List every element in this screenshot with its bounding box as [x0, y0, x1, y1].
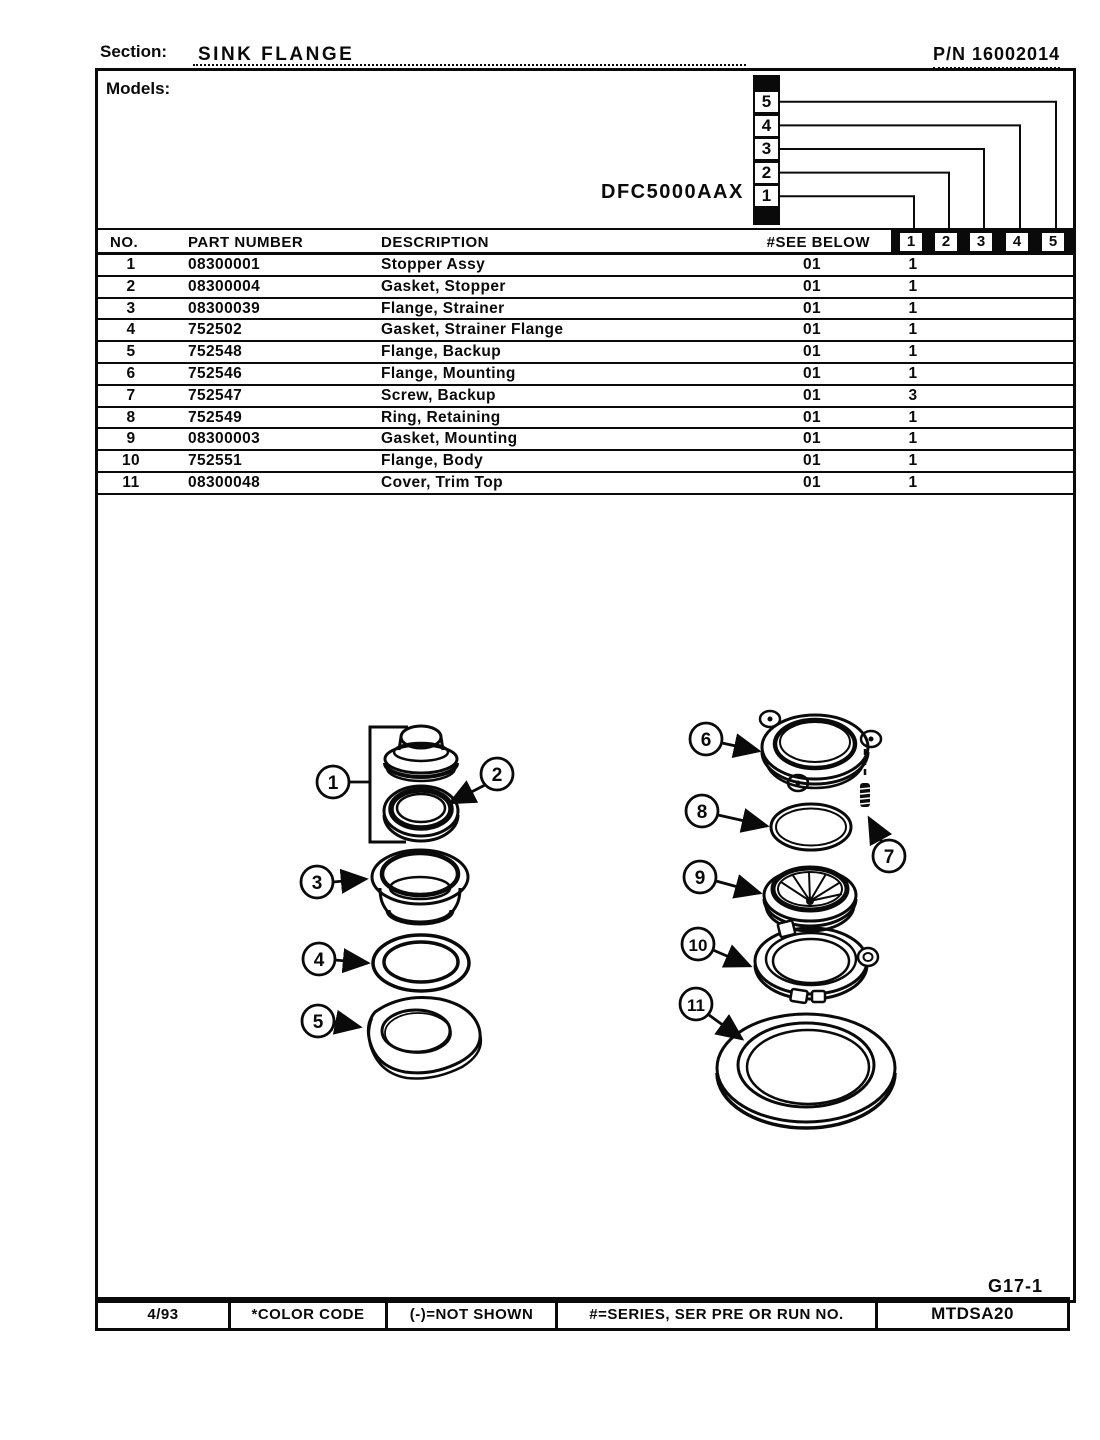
series-column-2: 2	[934, 232, 958, 252]
cell-part-number: 08300001	[188, 256, 261, 273]
part-stopper	[385, 726, 457, 781]
cell-part-number: 752502	[188, 321, 243, 339]
part-trim-top-cover	[717, 1014, 895, 1128]
svg-text:3: 3	[311, 873, 323, 894]
callout-8	[686, 795, 767, 827]
col-header-description: DESCRIPTION	[381, 234, 490, 251]
callout-10	[682, 928, 750, 966]
parts-table-header	[98, 228, 1073, 255]
series-header-bar	[891, 230, 1073, 252]
exploded-parts-diagram	[98, 491, 1073, 1191]
svg-text:10: 10	[688, 936, 708, 955]
ladder-bottom-block	[753, 208, 780, 225]
cell-see-below: 01	[802, 321, 822, 339]
document-part-number: P/N 16002014	[933, 44, 1060, 69]
part-strainer-flange	[372, 850, 468, 923]
cell-no: 1	[126, 256, 136, 273]
svg-text:4: 4	[313, 950, 325, 971]
table-row	[98, 408, 1073, 430]
cell-see-below: 01	[802, 256, 822, 273]
cell-quantity: 1	[908, 408, 918, 426]
cell-description: Flange, Mounting	[381, 364, 516, 382]
ladder-top-block	[753, 75, 780, 90]
models-label: Models:	[106, 79, 171, 98]
cell-part-number: 08300003	[188, 430, 261, 448]
callout-6	[690, 723, 759, 755]
callout-7	[869, 818, 905, 872]
series-connector-lines	[98, 71, 1073, 231]
callout-3	[301, 866, 366, 898]
series-column-5: 5	[1041, 232, 1065, 252]
svg-text:2: 2	[491, 765, 503, 786]
table-row	[98, 299, 1073, 321]
cell-description: Screw, Backup	[381, 386, 496, 404]
main-content-box	[95, 68, 1076, 1303]
cell-part-number: 752548	[188, 343, 243, 361]
table-row	[98, 320, 1073, 342]
cell-no: 2	[126, 277, 136, 295]
cell-quantity: 1	[908, 277, 918, 295]
cell-part-number: 08300048	[188, 473, 261, 491]
cell-part-number: 752546	[188, 364, 243, 382]
cell-quantity: 1	[908, 452, 918, 470]
svg-text:9: 9	[694, 868, 706, 889]
svg-text:8: 8	[696, 802, 708, 823]
callout-9	[684, 861, 760, 893]
table-row	[98, 429, 1073, 451]
part-body-flange	[755, 920, 878, 1003]
table-row	[98, 364, 1073, 386]
cell-description: Flange, Strainer	[381, 299, 505, 317]
footer-strip	[95, 1297, 1070, 1331]
ladder-box-5: 5	[753, 90, 780, 114]
cell-description: Stopper Assy	[381, 256, 486, 273]
cell-quantity: 1	[908, 321, 918, 339]
svg-text:1: 1	[327, 773, 339, 794]
cell-description: Ring, Retaining	[381, 408, 501, 426]
callout-4	[303, 943, 368, 975]
cell-see-below: 01	[802, 386, 822, 404]
ladder-box-3: 3	[753, 137, 780, 161]
cell-description: Gasket, Mounting	[381, 430, 518, 448]
cell-description: Flange, Backup	[381, 343, 502, 361]
cell-no: 5	[126, 343, 136, 361]
svg-text:6: 6	[700, 730, 712, 751]
cell-see-below: 01	[802, 430, 822, 448]
callout-5	[302, 1005, 360, 1037]
cell-description: Flange, Body	[381, 452, 484, 470]
cell-no: 11	[122, 473, 140, 491]
section-label: Section:	[100, 42, 168, 61]
series-column-3: 3	[969, 232, 993, 252]
cell-see-below: 01	[802, 299, 822, 317]
cell-description: Gasket, Stopper	[381, 277, 506, 295]
cell-no: 10	[121, 452, 141, 470]
cell-no: 9	[126, 430, 136, 448]
cell-part-number: 752551	[188, 452, 243, 470]
footer-not-shown: (-)=NOT SHOWN	[388, 1300, 558, 1328]
table-row	[98, 451, 1073, 473]
part-mounting-gasket	[764, 868, 856, 931]
footer-color-code: *COLOR CODE	[231, 1300, 388, 1328]
cell-part-number: 08300004	[188, 277, 261, 295]
callout-2	[450, 758, 513, 803]
table-row	[98, 342, 1073, 364]
cell-quantity: 1	[908, 430, 918, 448]
cell-description: Cover, Trim Top	[381, 473, 503, 491]
table-row	[98, 386, 1073, 408]
cell-description: Gasket, Strainer Flange	[381, 321, 564, 339]
col-header-part-number: PART NUMBER	[188, 234, 304, 251]
footer-series-note: #=SERIES, SER PRE OR RUN NO.	[558, 1300, 878, 1328]
col-header-no: NO.	[110, 234, 139, 251]
cell-quantity: 1	[908, 364, 918, 382]
cell-quantity: 1	[908, 256, 918, 273]
ladder-box-1: 1	[753, 184, 780, 208]
cell-see-below: 01	[802, 452, 822, 470]
callout-1	[317, 766, 370, 798]
parts-table-body	[98, 255, 1073, 495]
section-underline	[193, 64, 746, 66]
col-header-see-below: #SEE BELOW	[766, 234, 870, 251]
cell-see-below: 01	[802, 408, 822, 426]
svg-text:5: 5	[312, 1012, 324, 1033]
cell-no: 4	[126, 321, 136, 339]
cell-see-below: 01	[802, 277, 822, 295]
cell-part-number: 752547	[188, 386, 243, 404]
cell-see-below: 01	[802, 364, 822, 382]
ladder-box-4: 4	[753, 114, 780, 138]
cell-quantity: 1	[908, 299, 918, 317]
ladder-box-2: 2	[753, 161, 780, 185]
footer-doc-code: MTDSA20	[931, 1304, 1014, 1323]
cell-no: 7	[126, 386, 136, 404]
table-row	[98, 277, 1073, 299]
series-column-4: 4	[1005, 232, 1029, 252]
svg-text:11: 11	[687, 996, 705, 1015]
cell-part-number: 08300039	[188, 299, 261, 317]
cell-part-number: 752549	[188, 408, 243, 426]
svg-text:7: 7	[883, 847, 895, 868]
cell-quantity: 1	[908, 473, 918, 491]
cell-see-below: 01	[802, 473, 822, 491]
model-name: DFC5000AAX	[601, 181, 744, 203]
table-row	[98, 255, 1073, 277]
footer-date: 4/93	[98, 1300, 231, 1328]
part-mounting-flange	[760, 711, 881, 791]
section-title: SINK FLANGE	[198, 44, 355, 65]
cell-no: 8	[126, 408, 136, 426]
part-strainer-gasket	[373, 935, 469, 991]
page-code: G17-1	[987, 1276, 1043, 1296]
callout-11	[680, 988, 742, 1039]
cell-quantity: 1	[908, 343, 918, 361]
series-column-1: 1	[899, 232, 923, 252]
part-stopper-gasket	[384, 786, 458, 841]
part-backup-flange	[368, 998, 481, 1079]
part-retaining-ring	[771, 804, 851, 850]
cell-quantity: 3	[908, 386, 918, 404]
cell-see-below: 01	[802, 343, 822, 361]
cell-no: 3	[126, 299, 136, 317]
cell-no: 6	[126, 364, 136, 382]
